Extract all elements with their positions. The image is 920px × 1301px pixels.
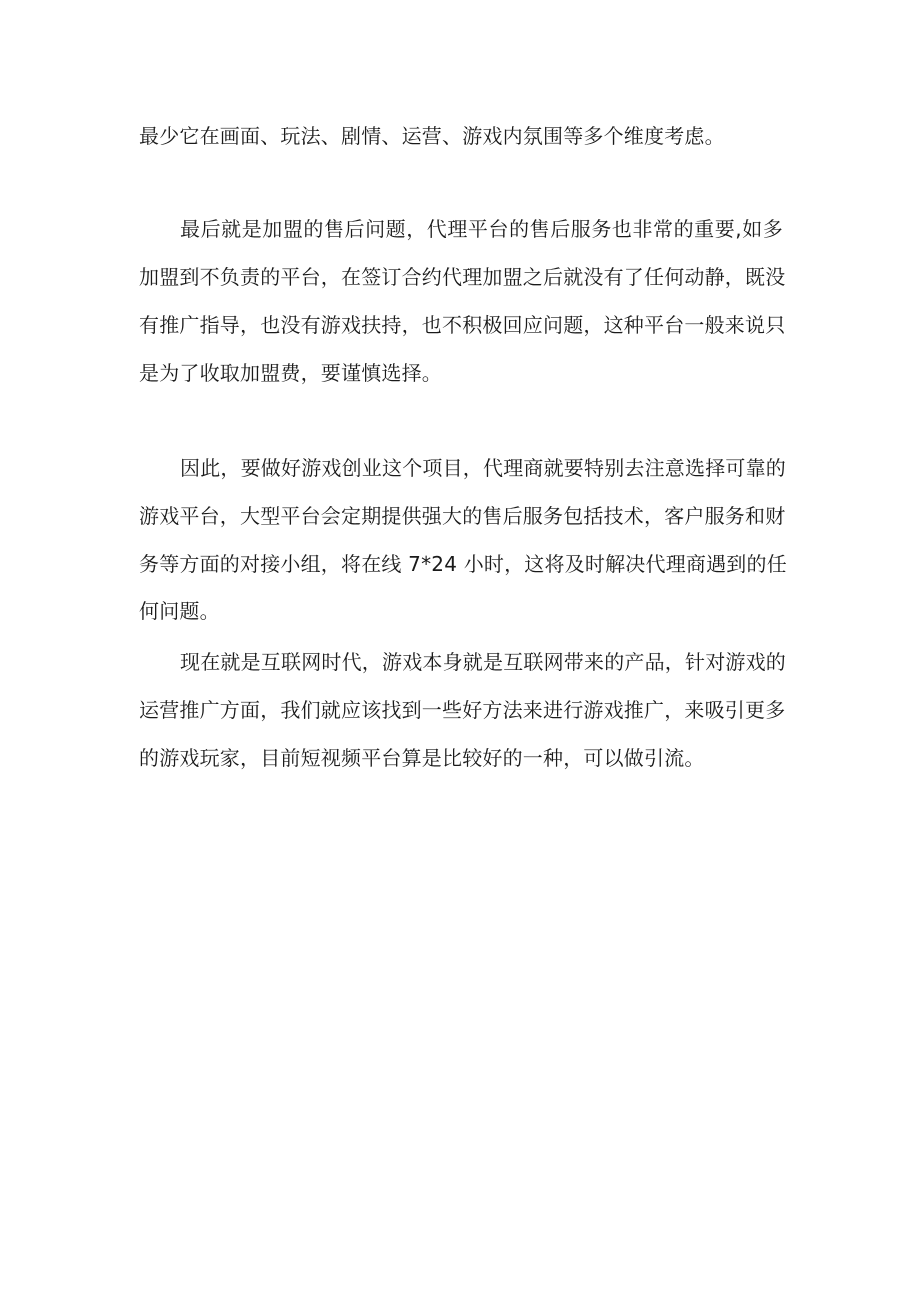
paragraph-3-line-1: 因此，要做好游戏创业这个项目，代理商就要特别去注意选择可靠的 (180, 456, 786, 480)
paragraph-2-line-3: 有推广指导，也没有游戏扶持，也不积极回应问题，这种平台一般来说只 (139, 313, 786, 337)
paragraph-4-line-2: 运营推广方面，我们就应该找到一些好方法来进行游戏推广，来吸引更多 (139, 698, 786, 722)
paragraph-1-line-1: 最少它在画面、玩法、剧情、运营、游戏内氛围等多个维度考虑。 (139, 124, 725, 148)
paragraph-3-line-2: 游戏平台，大型平台会定期提供强大的售后服务包括技术，客户服务和财 (139, 504, 786, 528)
paragraph-4-line-3: 的游戏玩家，目前短视频平台算是比较好的一种，可以做引流。 (139, 746, 705, 770)
paragraph-2-line-4: 是为了收取加盟费，要谨慎选择。 (139, 361, 442, 385)
paragraph-3-line-4: 何问题。 (139, 599, 220, 623)
paragraph-2-line-2: 加盟到不负责的平台，在签订合约代理加盟之后就没有了任何动静，既没 (139, 265, 786, 289)
paragraph-4-line-1: 现在就是互联网时代，游戏本身就是互联网带来的产品，针对游戏的 (180, 650, 786, 674)
paragraph-3-line-3: 务等方面的对接小组，将在线 7*24 小时，这将及时解决代理商遇到的任 (139, 552, 787, 576)
paragraph-2-line-1: 最后就是加盟的售后问题，代理平台的售后服务也非常的重要,如多 (180, 217, 783, 241)
